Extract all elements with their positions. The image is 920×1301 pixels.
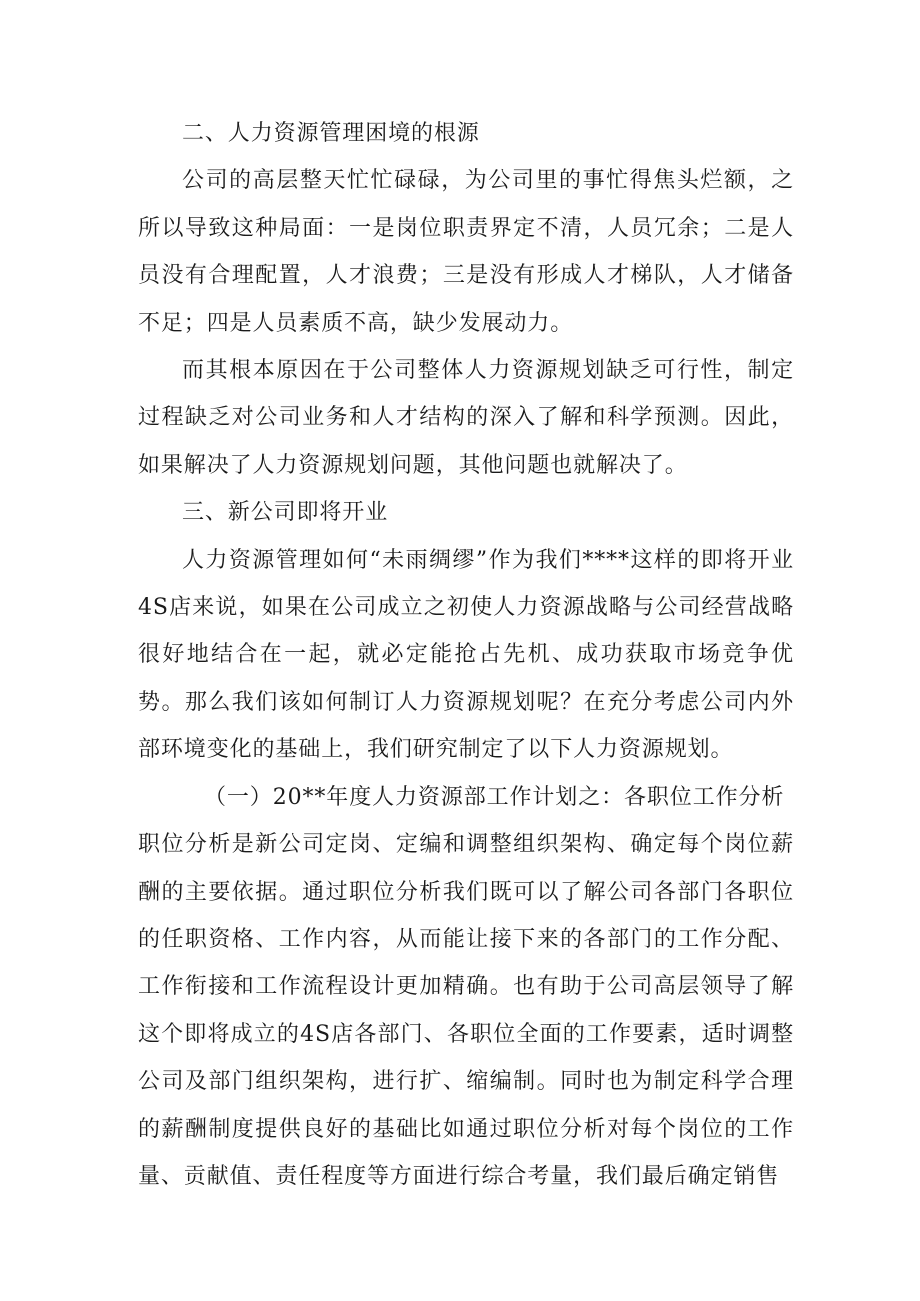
document-body xyxy=(138,110,794,1200)
paragraph-root-cause: 而其根本原因在于公司整体人力资源规划缺乏可行性，制定过程缺乏对公司业务和人才结构的深入了解和科学预测。因此，如果解决了人力资源规划问题，其他问题也就解决了。 xyxy=(138,358,794,478)
paragraph-planning-intro: 人力资源管理如何“未雨绸缪”作为我们****这样的即将开业4S店来说，如果在公司成立之初使人力资源战略与公司经营战略很好地结合在一起，就必定能抢占先机、成功获取市场竞争优势。那么我们该如何制订人力资源规划呢？在充分考虑公司内外部环境变化的基础上，我们研究制定了以下人力资源规划。 xyxy=(138,547,794,763)
paragraph-management-situation: 公司的高层整天忙忙碌碌，为公司里的事忙得焦头烂额，之所以导致这种局面：一是岗位职责界定不清，人员冗余；二是人员没有合理配置，人才浪费；三是没有形成人才梯队，人才储备不足；四是人员素质不高，缺少发展动力。 xyxy=(138,168,794,336)
subsection-heading-job-analysis: （一）20**年度人力资源部工作计划之：各职位工作分析 xyxy=(204,784,785,810)
section-heading-root-causes: 二、人力资源管理困境的根源 xyxy=(182,121,480,146)
section-heading-new-company: 三、新公司即将开业 xyxy=(182,500,389,526)
paragraph-job-analysis: 职位分析是新公司定岗、定编和调整组织架构、确定每个岗位薪酬的主要依据。通过职位分析我们既可以了解公司各部门各职位的任职资格、工作内容，从而能让接下来的各部门的工作分配、工作衔接和工作流程设计更加精确。也有助于公司高层领导了解这个即将成立的4S店各部门、各职位全面的工作要素，适时调整公司及部门组织架构，进行扩、缩编制。同时也为制定科学合理的薪酬制度提供良好的基础比如通过职位分析对每个岗位的工作量、贡献值、责任程度等方面进行综合考量，我们最后确定销售 xyxy=(138,832,794,1189)
